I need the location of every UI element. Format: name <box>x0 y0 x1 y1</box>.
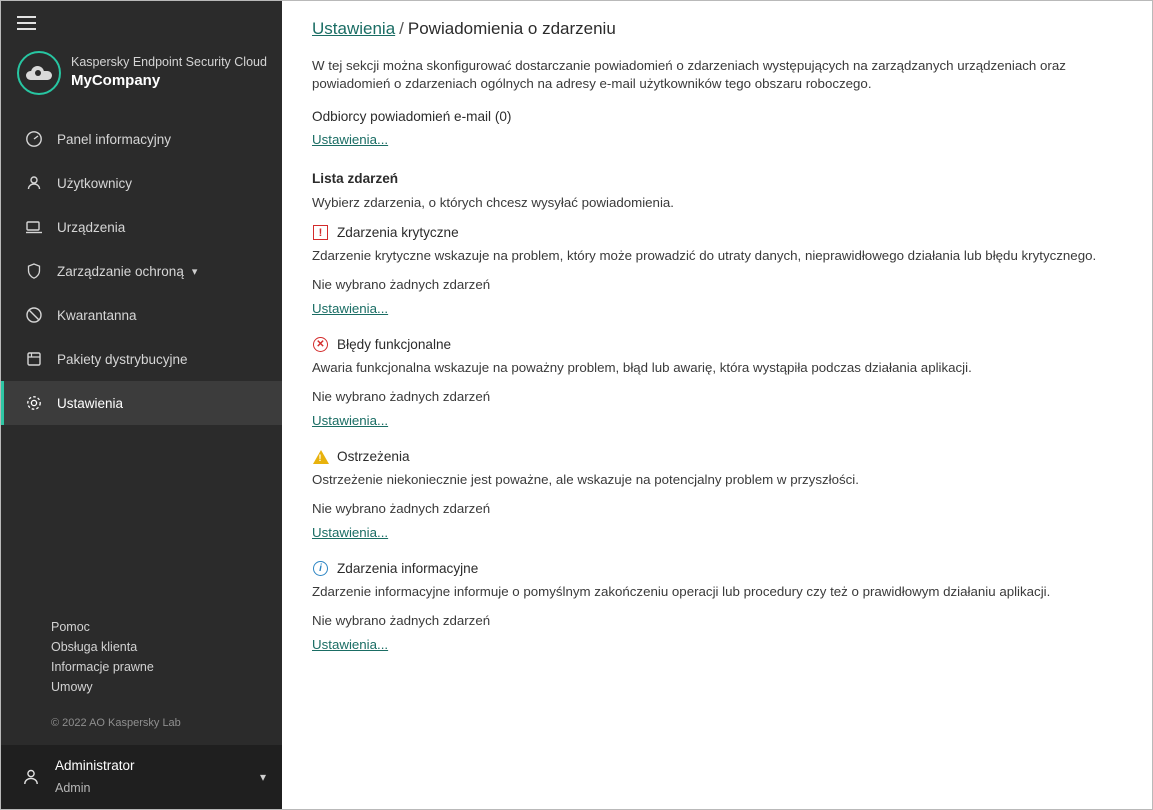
product-name: Kaspersky Endpoint Security Cloud <box>71 54 267 69</box>
event-status: Nie wybrano żadnych zdarzeń <box>312 389 491 404</box>
sidebar-item-settings[interactable] <box>1 381 282 425</box>
footer-link-agreements[interactable]: Umowy <box>51 680 93 694</box>
email-recipients-label: Odbiorcy powiadomień e-mail (0) <box>312 109 512 124</box>
copyright-text: © 2022 AO Kaspersky Lab <box>51 717 181 729</box>
sidebar-item-distribution-packages[interactable] <box>1 337 282 381</box>
sidebar <box>1 1 282 809</box>
company-name: MyCompany <box>71 72 161 90</box>
sidebar-item-label: Panel informacyjny <box>57 131 172 147</box>
event-settings-link[interactable]: Ustawienia... <box>312 637 389 652</box>
users-icon <box>23 172 45 194</box>
menu-toggle-button[interactable] <box>1 1 282 45</box>
protection-management-icon <box>23 260 45 282</box>
user-role: Admin <box>55 781 91 795</box>
warning-icon <box>312 448 329 465</box>
sidebar-item-label: Urządzenia <box>57 219 126 235</box>
event-title: Zdarzenia krytyczne <box>337 225 459 240</box>
event-title: Zdarzenia informacyjne <box>337 561 479 576</box>
user-name: Administrator <box>55 757 135 773</box>
quarantine-icon <box>23 304 45 326</box>
page-title: Powiadomienia o zdarzeniu <box>407 19 616 38</box>
event-description: Zdarzenie krytyczne wskazuje na problem, który może prowadzić do utraty danych, nieprawidłowego działania lub błędu krytycznego. <box>312 248 1097 263</box>
sidebar-item-protection-management[interactable] <box>1 249 282 293</box>
email-recipients-settings-link[interactable]: Ustawienia... <box>312 132 389 147</box>
info-icon: i <box>312 560 329 577</box>
event-status: Nie wybrano żadnych zdarzeń <box>312 613 491 628</box>
chevron-down-icon[interactable]: ▾ <box>259 770 266 784</box>
critical-event-icon: ! <box>312 224 329 241</box>
sidebar-item-dashboard[interactable] <box>1 117 282 161</box>
sidebar-item-users[interactable] <box>1 161 282 205</box>
event-description: Awaria funkcjonalna wskazuje na poważny problem, błąd lub awarię, która wystąpiła podczas działania aplikacji. <box>312 360 972 375</box>
footer-link-help[interactable]: Pomoc <box>51 620 90 634</box>
sidebar-spacer <box>1 425 282 617</box>
sidebar-item-label: Pakiety dystrybucyjne <box>57 351 188 367</box>
event-block-functional-errors <box>312 336 1122 430</box>
sidebar-item-label: Kwarantanna <box>57 307 137 323</box>
functional-error-icon: ✕ <box>312 336 329 353</box>
event-block-informational <box>312 560 1122 654</box>
event-description: Zdarzenie informacyjne informuje o pomyślnym zakończeniu operacji lub procedury czy też o prawidłowym działaniu aplikacji. <box>312 584 1051 599</box>
event-block-warnings <box>312 448 1122 542</box>
dashboard-icon <box>23 128 45 150</box>
distribution-packages-icon <box>23 348 45 370</box>
sidebar-item-quarantine[interactable] <box>1 293 282 337</box>
event-title: Ostrzeżenia <box>337 449 410 464</box>
sidebar-item-label: Użytkownicy <box>57 175 133 191</box>
sidebar-nav <box>1 117 282 425</box>
breadcrumb-parent-link[interactable]: Ustawienia <box>312 19 396 38</box>
footer-link-support[interactable]: Obsługa klienta <box>51 640 138 654</box>
kaspersky-cloud-logo-icon <box>17 51 61 95</box>
event-status: Nie wybrano żadnych zdarzeń <box>312 501 491 516</box>
sidebar-item-label: Zarządzanie ochroną <box>57 263 184 279</box>
user-account-bar[interactable] <box>1 745 282 809</box>
footer-link-legal[interactable]: Informacje prawne <box>51 660 154 674</box>
event-block-critical <box>312 224 1122 318</box>
event-title: Błędy funkcjonalne <box>337 337 452 352</box>
intro-text: W tej sekcji można skonfigurować dostarczanie powiadomień o zdarzeniach występujących na zarządzanych urządzeniach oraz powiadomień o zdarzeniach ogólnych na adresy e-mail użytkowników tego obszaru roboczego. <box>312 58 1066 91</box>
event-settings-link[interactable]: Ustawienia... <box>312 525 389 540</box>
brand-block <box>1 45 282 113</box>
sidebar-item-label: Ustawienia <box>57 395 124 411</box>
devices-icon <box>23 216 45 238</box>
breadcrumb <box>312 19 1122 39</box>
user-avatar-icon <box>19 765 43 789</box>
events-list-title: Lista zdarzeń <box>312 171 399 186</box>
event-settings-link[interactable]: Ustawienia... <box>312 413 389 428</box>
hamburger-icon <box>17 16 36 30</box>
gear-icon <box>23 392 45 414</box>
sidebar-footer-links <box>1 617 282 707</box>
main-content <box>282 1 1152 809</box>
sidebar-item-devices[interactable] <box>1 205 282 249</box>
event-settings-link[interactable]: Ustawienia... <box>312 301 389 316</box>
events-list-subtitle: Wybierz zdarzenia, o których chcesz wysyłać powiadomienia. <box>312 195 674 210</box>
event-description: Ostrzeżenie niekoniecznie jest poważne, ale wskazuje na potencjalny problem w przyszłości. <box>312 472 859 487</box>
breadcrumb-separator: / <box>399 19 404 38</box>
chevron-down-icon: ▾ <box>191 265 198 278</box>
event-status: Nie wybrano żadnych zdarzeń <box>312 277 491 292</box>
